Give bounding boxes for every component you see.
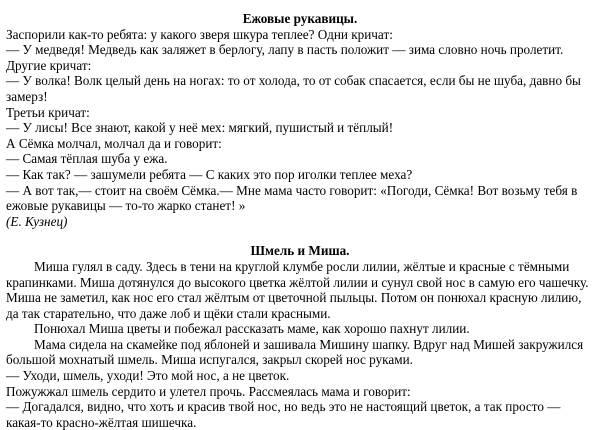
story1-line: А Сёмка молчал, молчал да и говорит: (6, 135, 222, 151)
story2-paragraph: Миша гулял в саду. Здесь в тени на круглой клумбе росли лилии, жёлтые и красные с тёмными крапинками. Миша дотянулся до высокого цветка жёлтой лилии и сунул свой нос в самую его чашечку. Миша не заметил, как нос его стал жёлтым от цветочной пыльцы. Потом он понюхал красную лилию, да так старательно, что даже лоб и щёки стали красными. (6, 258, 589, 321)
story2-paragraph: Понюхал Миша цветы и побежал рассказать маме, как хорошо пахнут лилии. (34, 321, 470, 337)
story1-line: — У лисы! Все знают, какой у неё мех: мягкий, пушистый и тёплый! (6, 120, 394, 136)
story2-line: — Догадался, видно, что хоть и красив твой нос, но ведь это не настоящий цветок, а так просто — какая-то красно-жёлтая шишечка. (6, 399, 561, 430)
story2-line: — Уходи, шмель, уходи! Это мой нос, а не цветок. (6, 368, 290, 384)
story1-line: — Как так? — зашумели ребята — С каких это пор иголки теплее меха? (6, 166, 413, 182)
story1-line: Другие кричат: (6, 57, 92, 73)
story-divider (6, 229, 594, 243)
story1-line: — У медведя! Медведь как заляжет в берлогу, лапу в пасть положит — зима словно ночь пролетит. (6, 42, 564, 58)
story1-line: — А вот так,— стоит на своём Сёмка.— Мне мама часто говорит: «Погоди, Сёмка! Вот возьму тебя в ежовые рукавицы — то-то жарко станет! » (6, 182, 578, 214)
story1-title: Ежовые рукавицы. (242, 11, 358, 26)
story1-line: — У волка! Волк целый день на ногах: то от холода, то от собак спасается, если бы не шуба, давно бы замерз! (6, 73, 581, 104)
story1-line: Заспорили как-то ребята: у какого зверя шкура теплее? Одни кричат: (6, 26, 393, 42)
story1-line: Третьи кричат: (6, 104, 90, 120)
story2-paragraph: Мама сидела на скамейке под яблоней и зашивала Мишину шапку. Вдруг над Мишей закружился большой мохнатый шмель. Миша испугался, закрыл скорей нос руками. (6, 336, 584, 368)
story1-author: (Е. Кузнец) (6, 213, 68, 229)
story2-line: Пожужжал шмель сердито и улетел прочь. Рассмеялась мама и говорит: (6, 383, 411, 399)
story1-line: — Самая тёплая шуба у ежа. (6, 151, 168, 167)
story2-title: Шмель и Миша. (250, 243, 350, 259)
